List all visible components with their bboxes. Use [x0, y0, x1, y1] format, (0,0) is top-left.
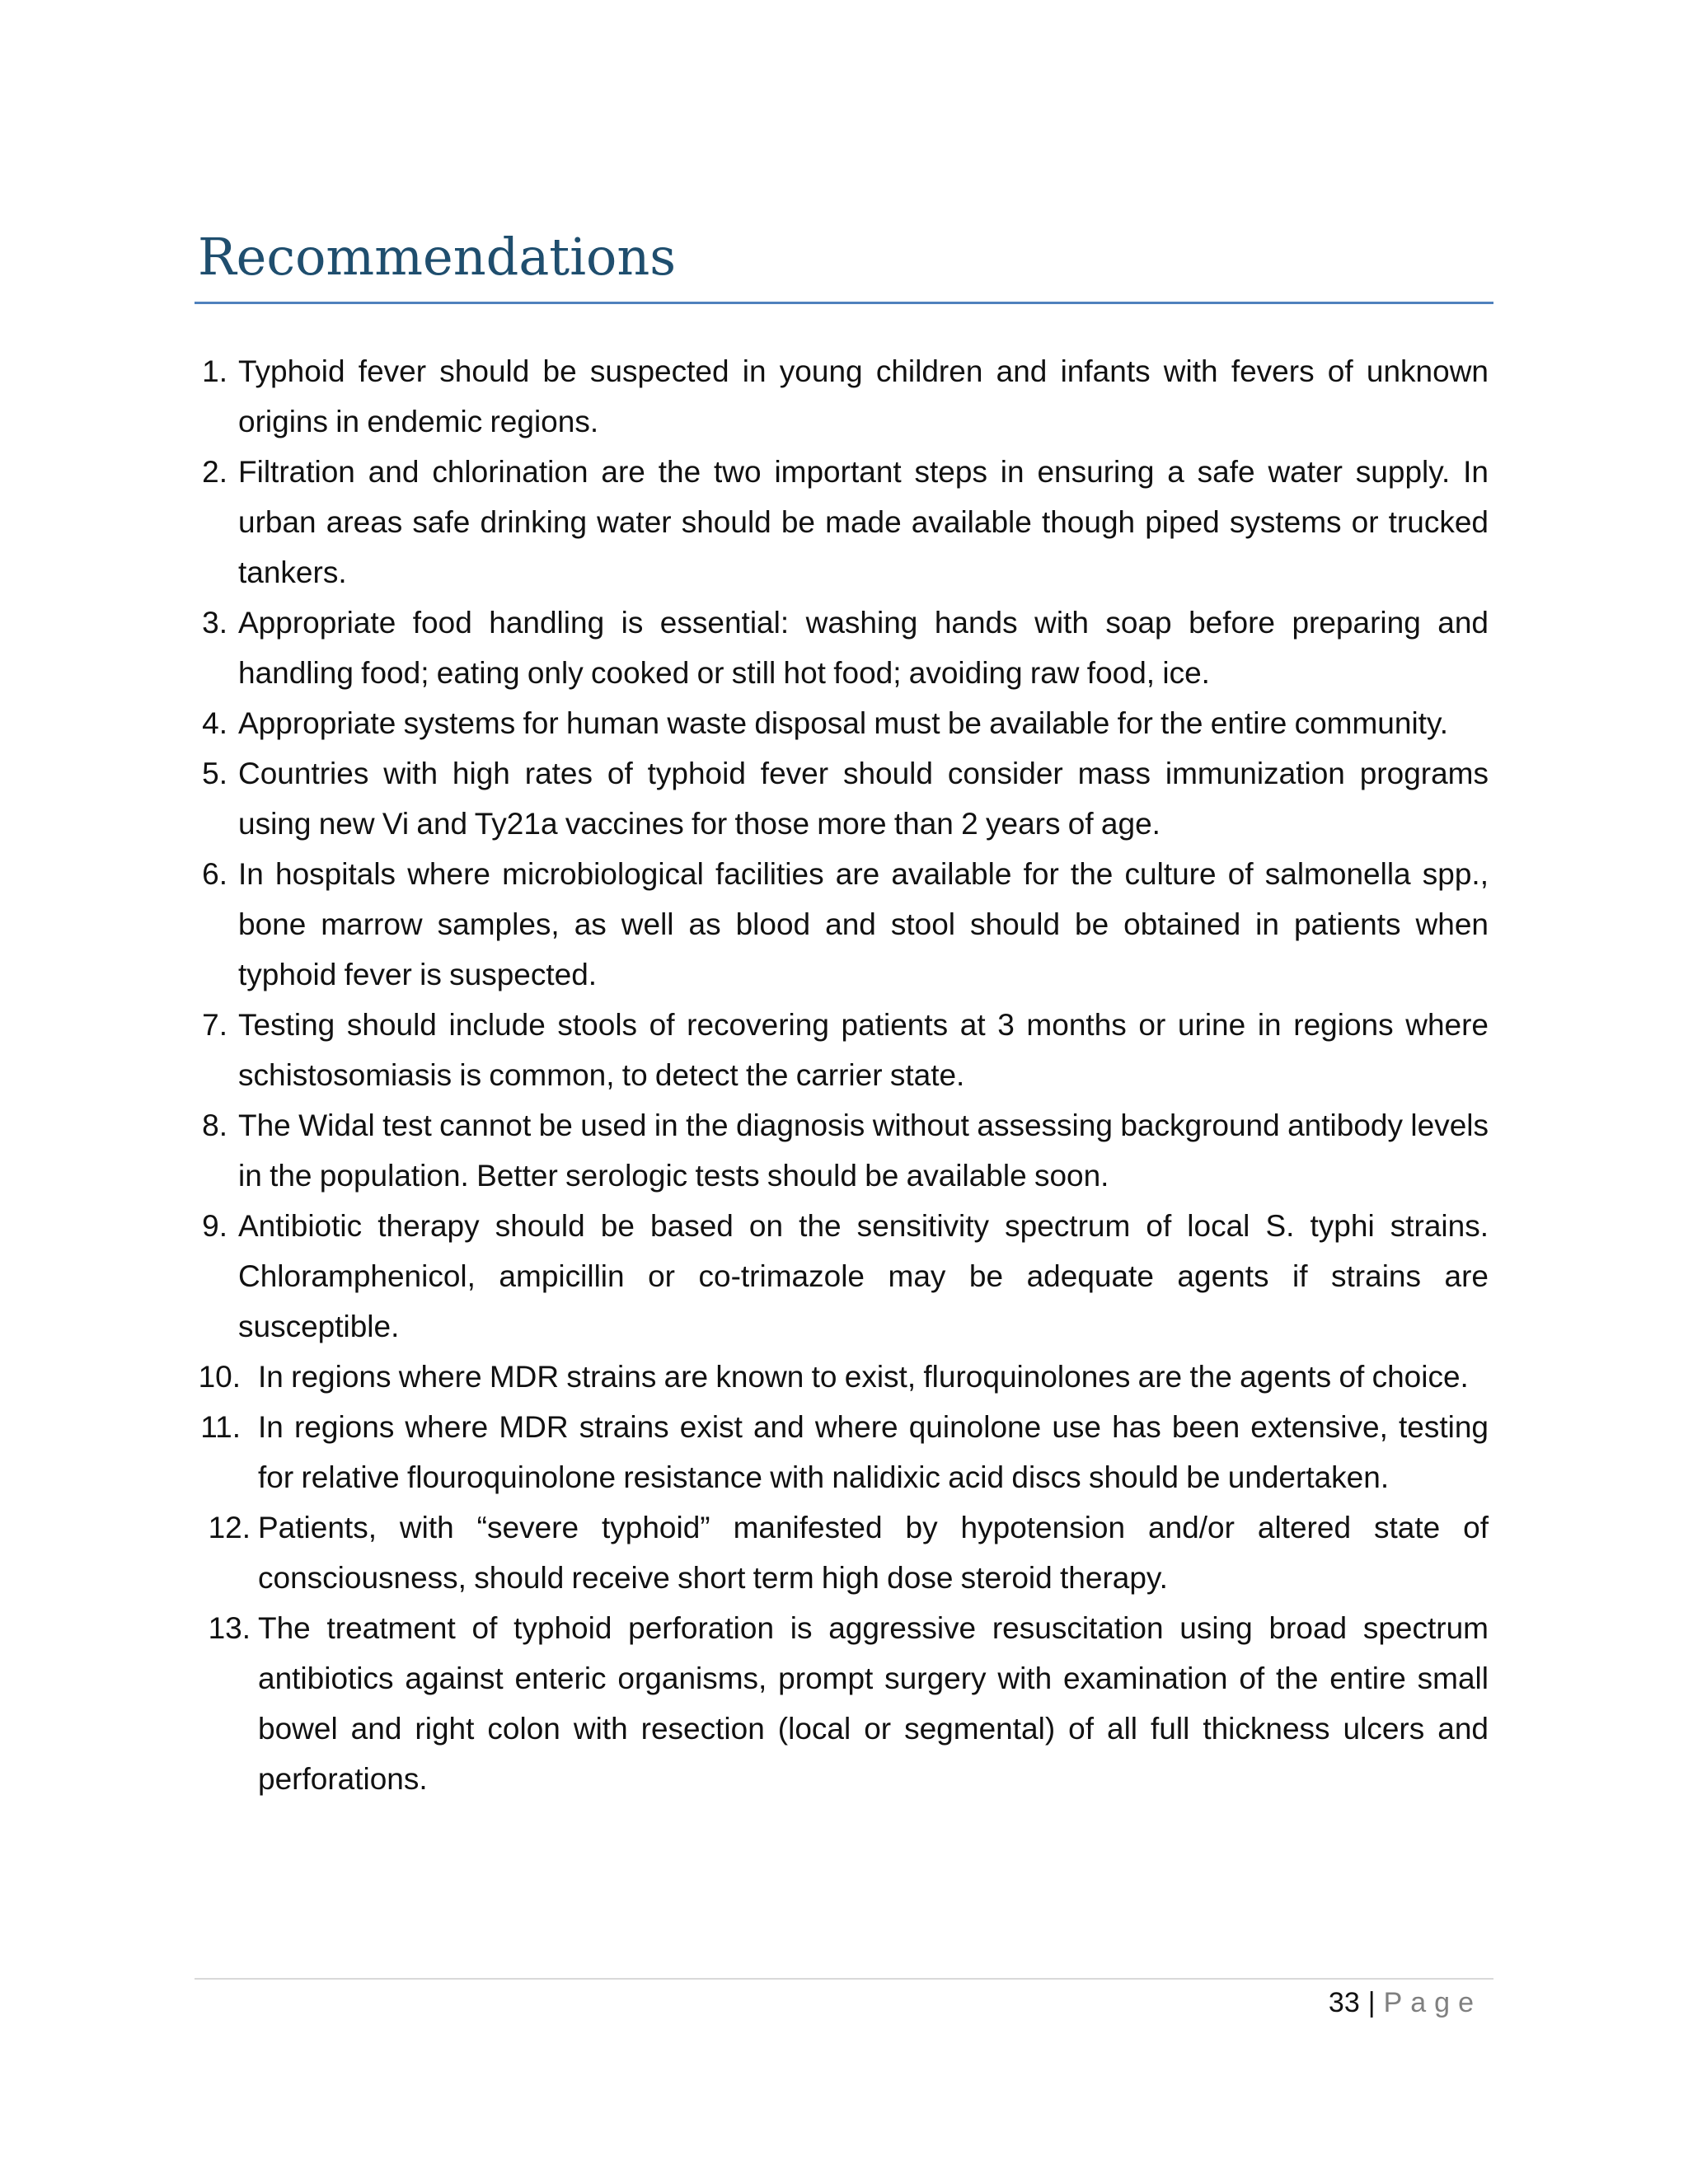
footer-separator: | — [1367, 1987, 1376, 2018]
item-text: Testing should include stools of recovering patients at 3 months or urine in regions where schistosomiasis is common, to detect the carrier state. — [238, 1008, 1489, 1092]
item-text: Patients, with “severe typhoid” manifested by hypotension and/or altered state of consciousness, should receive short term high dose steroid therapy. — [258, 1511, 1489, 1595]
list-item — [0, 447, 1688, 598]
item-text: The Widal test cannot be used in the diagnosis without assessing background antibody levels in the population. Better serologic tests should be available soon. — [238, 1108, 1489, 1193]
list-item — [0, 346, 1688, 447]
recommendations-list — [0, 346, 1688, 1804]
page-footer — [1329, 1983, 1482, 2022]
list-item — [0, 849, 1688, 1000]
item-number: 3. — [202, 606, 227, 640]
list-item — [0, 748, 1688, 849]
page-label: Page — [1383, 1987, 1482, 2018]
list-item — [0, 698, 1688, 748]
item-number: 13. — [208, 1611, 251, 1645]
item-text: Typhoid fever should be suspected in young children and infants with fevers of unknown origins in endemic regions. — [238, 354, 1489, 438]
item-text: In hospitals where microbiological facilities are available for the culture of salmonella spp., bone marrow samples, as well as blood and stool should be obtained in patients when typhoid fever is suspected. — [238, 857, 1489, 991]
list-item — [0, 1402, 1688, 1502]
item-number: 6. — [202, 857, 227, 891]
item-number: 2. — [202, 455, 227, 489]
item-text: Antibiotic therapy should be based on the sensitivity spectrum of local S. typhi strains. Chloramphenicol, ampicillin or co-trimazole may be adequate agents if strains are susceptible. — [238, 1209, 1489, 1343]
item-text: Filtration and chlorination are the two important steps in ensuring a safe water supply. In urban areas safe drinking water should be made available though piped systems or trucked tankers. — [238, 455, 1489, 589]
item-number: 11. — [200, 1410, 241, 1444]
item-text: In regions where MDR strains exist and where quinolone use has been extensive, testing for relative flouroquinolone resistance with nalidixic acid discs should be undertaken. — [258, 1410, 1489, 1494]
item-text: In regions where MDR strains are known to exist, fluroquinolones are the agents of choice. — [258, 1360, 1469, 1394]
list-item — [0, 1502, 1688, 1603]
item-number: 9. — [202, 1209, 227, 1243]
item-number: 1. — [202, 354, 227, 388]
item-number: 4. — [202, 706, 227, 740]
list-item — [0, 1100, 1688, 1201]
list-item — [0, 1603, 1688, 1804]
list-item — [0, 598, 1688, 698]
list-item — [0, 1000, 1688, 1100]
item-number: 10. — [198, 1360, 241, 1394]
item-text: Appropriate food handling is essential: washing hands with soap before preparing and handling food; eating only cooked or still hot food; avoiding raw food, ice. — [238, 606, 1489, 690]
item-number: 12. — [208, 1511, 251, 1544]
page-number: 33 — [1328, 1987, 1360, 2018]
page-heading: Recommendations — [198, 227, 677, 287]
item-number: 7. — [202, 1008, 227, 1042]
item-number: 8. — [202, 1108, 227, 1142]
heading-underline — [195, 302, 1493, 304]
item-number: 5. — [202, 757, 227, 790]
list-item — [0, 1352, 1688, 1402]
list-item — [0, 1201, 1688, 1352]
item-text: Countries with high rates of typhoid fever should consider mass immunization programs using new Vi and Ty21a vaccines for those more than 2 years of age. — [238, 757, 1489, 841]
item-text: The treatment of typhoid perforation is aggressive resuscitation using broad spectrum antibiotics against enteric organisms, prompt surgery with examination of the entire small bowel and right colon with resection (local or segmental) of all full thickness ulcers and perforations. — [258, 1611, 1489, 1796]
footer-divider — [195, 1978, 1493, 1980]
item-text: Appropriate systems for human waste disposal must be available for the entire community. — [238, 706, 1448, 740]
